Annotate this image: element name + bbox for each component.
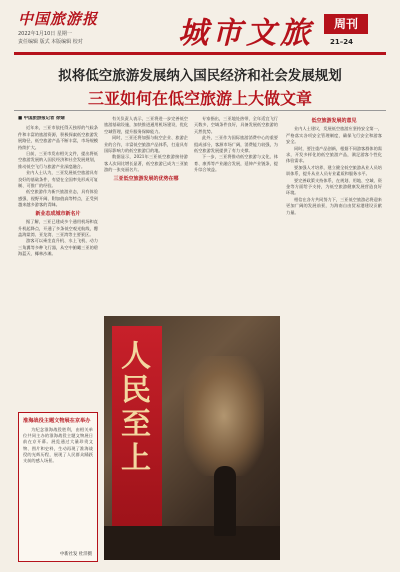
sidebar-body: 为纪念淮海战役胜利，由相关单位共同主办的淮海战役主题文物展日前在京开幕。展览通过大量珍贵文物、图片和史料，生动再现了淮海战役的光辉历程，展现了人民群众踊跃支前的感人场景。 bbox=[23, 427, 93, 464]
subheading: 新业态成城市新名片 bbox=[35, 210, 81, 217]
masthead-rule bbox=[14, 52, 386, 55]
photo-light bbox=[184, 356, 264, 476]
subheading: 三亚低空旅游发展的优势在哪 bbox=[113, 175, 179, 182]
photo-visitor bbox=[214, 466, 236, 536]
paragraph: 同时，要注重产品创新，根据不同游客群体的需求，开发多样化的低空旅游产品，满足游客个性化体验需求。 bbox=[286, 145, 382, 164]
paragraph: 同时，三亚还将加强与航空企业、旅游企业的合作，丰富低空旅游产品体系，打造具有国际影响力的低空旅游目的地。 bbox=[104, 135, 188, 154]
masthead bbox=[0, 0, 400, 58]
page-number: 21–24 bbox=[330, 38, 353, 46]
photo-credit: 中新社发 杜洋摄 bbox=[59, 552, 92, 557]
headline-rule bbox=[14, 110, 386, 111]
article-headline: 三亚如何在低空旅游上大做文章 bbox=[87, 89, 312, 108]
paragraph: 专家指出，三亚地处热带，全年适宜飞行天数多，空域条件良好，具备发展低空旅游的天然优势。 bbox=[194, 116, 278, 134]
sidebar-title: 淮海战役主题文物展在京举办 bbox=[23, 418, 91, 424]
subheading: 低空旅游发展的意见 bbox=[311, 118, 357, 124]
weekly-badge: 周刊 bbox=[324, 14, 368, 34]
article-column-2 bbox=[104, 116, 188, 312]
paragraph: 近年来，三亚市依托得天独厚的气候条件和丰富的旅游资源，积极探索低空旅游发展路径，低空旅游产品不断丰富，市场规模持续扩大。 bbox=[18, 125, 98, 150]
paragraph: 有关负责人表示，三亚将进一步完善低空旅游基础设施，加快推进通用机场建设，优化空域管理，提升服务保障能力。 bbox=[104, 116, 188, 134]
paragraph: 下一步，三亚将推动低空旅游与文化、体育、康养等产业融合发展，延伸产业链条，提升综合效益。 bbox=[194, 154, 278, 173]
paragraph: 此外，三亚作为国际旅游消费中心的重要组成部分，客源市场广阔，消费能力较强，为低空旅游发展提供了有力支撑。 bbox=[194, 135, 278, 154]
paragraph: 日前，三亚市发布相关文件，提出将低空旅游发展纳入国民经济和社会发展规划，推动低空飞行与旅游产业深度融合。 bbox=[18, 151, 98, 169]
article-column-1 bbox=[18, 116, 98, 406]
paragraph: 据了解，三亚已建成多个通用机场和直升机起降点，开通了多条低空观光航线，覆盖海棠湾、亚龙湾、三亚湾等主要景区。 bbox=[18, 219, 98, 237]
article-column-3 bbox=[194, 116, 278, 312]
paragraph: 数据显示，2021年三亚低空旅游接待游客人次同比增长显著，低空旅游已成为三亚旅游的一张亮丽名片。 bbox=[104, 154, 188, 173]
exhibition-photo bbox=[104, 316, 280, 560]
byline: ■ 中国旅游报记者 徐婧 bbox=[18, 116, 65, 121]
paragraph: 低空旅游作为新兴旅游业态，具有体验感强、视野开阔、附加值高等特点，正受到越来越多游客的青睐。 bbox=[18, 189, 98, 208]
editor-credits: 责任编辑 版式 本版编辑 校对 bbox=[18, 39, 83, 45]
paragraph: 相信在各方共同努力下，三亚低空旅游必将迎来更加广阔的发展前景，为海南自由贸易港建设贡献力量。 bbox=[286, 196, 382, 215]
issue-date: 2022年1月10日 星期一 bbox=[18, 31, 72, 37]
paragraph: 要完善政策支持体系，在规划、用地、空域、资金等方面给予支持，为低空旅游健康发展营造良好环境。 bbox=[286, 177, 382, 196]
section-title: 城市文旅 bbox=[178, 16, 314, 51]
newspaper-logo: 中国旅游报 bbox=[18, 10, 99, 28]
sidebar-box bbox=[18, 412, 98, 562]
photo-floor bbox=[104, 526, 280, 560]
article-kicker: 拟将低空旅游发展纳入国民经济和社会发展规划 bbox=[58, 68, 342, 84]
photo-banner-text: 人民至上 bbox=[121, 339, 151, 476]
paragraph: 业内人士认为，三亚发展低空旅游具有良好的基础条件，有望在全国率先形成可复制、可推广的经验。 bbox=[18, 170, 98, 189]
paragraph: 要加强人才培养，建立健全低空旅游从业人员培训体系，提升从业人员专业素质和服务水平。 bbox=[286, 164, 382, 177]
paragraph: 业内人士建议，发展低空旅游应坚持安全第一，严格落实各项安全管理制度，确保飞行安全和游客安全。 bbox=[286, 126, 382, 145]
article-column-4 bbox=[286, 116, 382, 556]
paragraph: 游客可以乘坐直升机、水上飞机、动力三角翼等多种飞行器，从空中俯瞰三亚的碧海蓝天、椰林沙滩。 bbox=[18, 238, 98, 257]
